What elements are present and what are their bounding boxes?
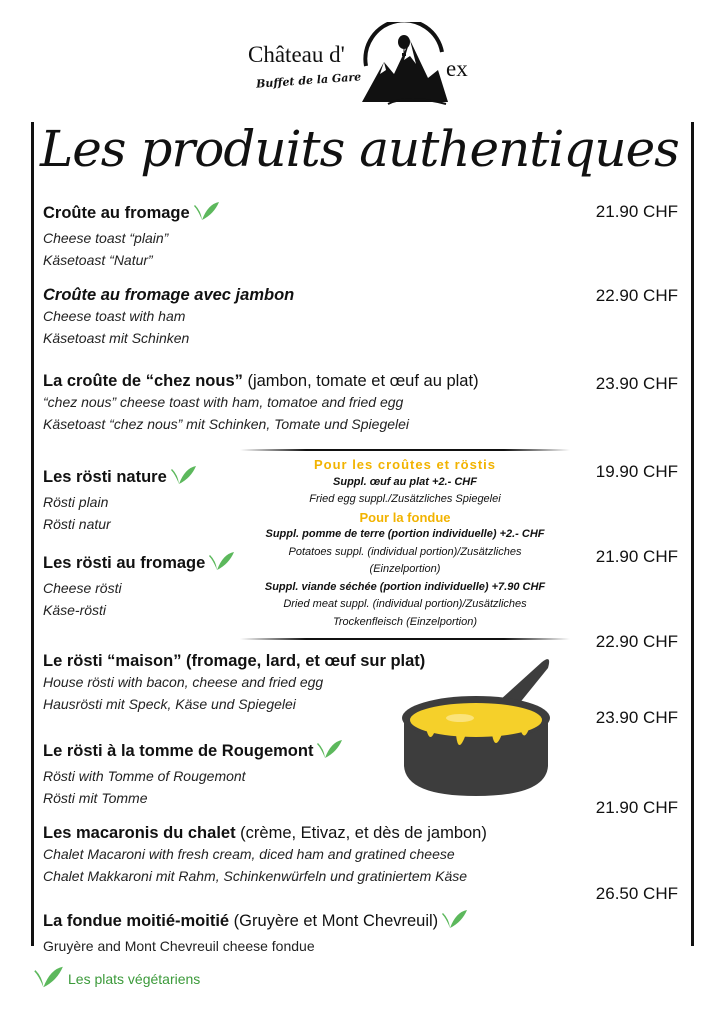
page-title: Les produits authentiques xyxy=(40,120,679,178)
dish-description-en: Rösti with Tomme of Rougemont xyxy=(43,768,246,784)
vegetarian-leaf-icon xyxy=(32,964,64,993)
dish-description-de: Hausrösti mit Speck, Käse und Spiegelei xyxy=(43,696,296,712)
dish-ingredients: (Gruyère et Mont Chevreuil) xyxy=(229,912,439,930)
vegetarian-leaf-icon xyxy=(440,908,468,935)
dish-price: 19.90 CHF xyxy=(595,462,678,481)
logo-name-right: ex xyxy=(446,56,468,81)
dish-name: La fondue moitié-moitié xyxy=(43,912,230,930)
dish-name: Croûte au fromage avec jambon xyxy=(43,286,295,304)
supplement-potato-desc: Potatoes suppl. (individual portion)/Zusätzliches xyxy=(288,545,522,558)
dish-description-en: Chalet Macaroni with fresh cream, diced ham and gratined cheese xyxy=(43,846,455,862)
dish-description-en: Rösti plain xyxy=(43,494,109,510)
dish-price: 22.90 CHF xyxy=(595,286,678,305)
logo-subtitle: Buffet de la Gare xyxy=(255,70,362,91)
dish-price: 26.50 CHF xyxy=(595,884,678,903)
left-border-rule xyxy=(31,122,34,946)
supplements-box xyxy=(244,456,566,631)
supplement-potato: Suppl. pomme de terre (portion individuelle) +2.- CHF xyxy=(265,528,545,540)
right-border-rule xyxy=(691,122,694,946)
dish-description-de: Käsetoast “chez nous” mit Schinken, Tomate und Spiegelei xyxy=(43,416,410,432)
dish-description-en: House rösti with bacon, cheese and fried egg xyxy=(43,674,324,690)
dish-price: 21.90 CHF xyxy=(595,798,678,817)
vegetarian-legend xyxy=(32,964,200,993)
mountain-logo-icon xyxy=(358,22,450,106)
dish-name: Le rösti à la tomme de Rougemont xyxy=(43,742,314,760)
supplement-meat: Suppl. viande séchée (portion individuelle) +7.90 CHF xyxy=(264,580,546,593)
menu-item-rosti-tomme xyxy=(43,738,383,809)
logo-name-left: Château d' xyxy=(248,42,345,67)
vegetarian-leaf-icon xyxy=(169,464,197,491)
fondue-pot-icon xyxy=(396,648,556,800)
menu-item-rosti-nature xyxy=(43,464,243,535)
menu-item-fondue xyxy=(43,908,583,957)
dish-description-de: Käse-rösti xyxy=(43,602,107,618)
dish-price: 23.90 CHF xyxy=(595,374,678,393)
dish-description-de: Rösti mit Tomme xyxy=(43,790,148,806)
menu-item-croute-chez-nous xyxy=(43,372,583,435)
dish-description-en: Gruyère and Mont Chevreuil cheese fondue xyxy=(43,938,315,954)
dish-price: 22.90 CHF xyxy=(595,632,678,651)
supplement-meat-desc: Dried meat suppl. (individual portion)/Zusätzliches xyxy=(283,598,527,610)
menu-item-rosti-fromage xyxy=(43,550,243,621)
supplements-top-rule xyxy=(240,449,570,451)
supplement-potato-desc-2: (Einzelportion) xyxy=(369,563,441,575)
logo xyxy=(246,22,486,108)
vegetarian-leaf-icon xyxy=(207,550,235,577)
dish-price: 21.90 CHF xyxy=(595,547,678,566)
dish-price: 21.90 CHF xyxy=(595,202,678,221)
dish-description-en: “chez nous” cheese toast with ham, tomatoe and fried egg xyxy=(43,394,404,410)
supplements-header-fondue: Pour la fondue xyxy=(359,509,451,525)
dish-description-en: Cheese toast with ham xyxy=(43,308,186,324)
dish-name: Les macaronis du chalet xyxy=(43,824,236,842)
supplement-egg-desc: Fried egg suppl./Zusätzliches Spiegelei xyxy=(309,493,501,505)
dish-ingredients: (crème, Etivaz, et dès de jambon) xyxy=(235,824,487,842)
dish-name: Les rösti au fromage xyxy=(43,554,206,572)
dish-name: Les rösti nature xyxy=(43,468,167,486)
dish-description-de: Käsetoast “Natur” xyxy=(43,252,153,268)
supplement-egg: Suppl. œuf au plat +2.- CHF xyxy=(333,475,477,488)
dish-description-en: Cheese rösti xyxy=(43,580,122,596)
dish-description-en: Cheese toast “plain” xyxy=(43,230,169,246)
menu-item-croute-fromage xyxy=(43,200,583,271)
menu-item-macaronis xyxy=(43,824,583,887)
dish-description-de: Käsetoast mit Schinken xyxy=(43,330,190,346)
dish-name: Le rösti “maison” (fromage, lard, et œuf sur plat) xyxy=(43,652,426,670)
dish-ingredients: (jambon, tomate et œuf au plat) xyxy=(242,372,479,390)
supplements-bottom-rule xyxy=(240,638,570,640)
vegetarian-leaf-icon xyxy=(192,200,220,227)
dish-description-de: Chalet Makkaroni mit Rahm, Schinkenwürfeln und gratiniertem Käse xyxy=(43,868,468,884)
menu-item-croute-jambon xyxy=(43,286,583,349)
dish-name: La croûte de “chez nous” xyxy=(43,372,243,390)
dish-name: Croûte au fromage xyxy=(43,204,190,222)
dish-price: 23.90 CHF xyxy=(595,708,678,727)
supplement-meat-desc-2: Trockenfleisch (Einzelportion) xyxy=(332,615,478,628)
supplements-header-croutes: Pour les croûtes et röstis xyxy=(313,457,497,472)
dish-description-de: Rösti natur xyxy=(43,516,111,532)
legend-label: Les plats végétariens xyxy=(68,970,201,987)
vegetarian-leaf-icon xyxy=(315,738,343,765)
